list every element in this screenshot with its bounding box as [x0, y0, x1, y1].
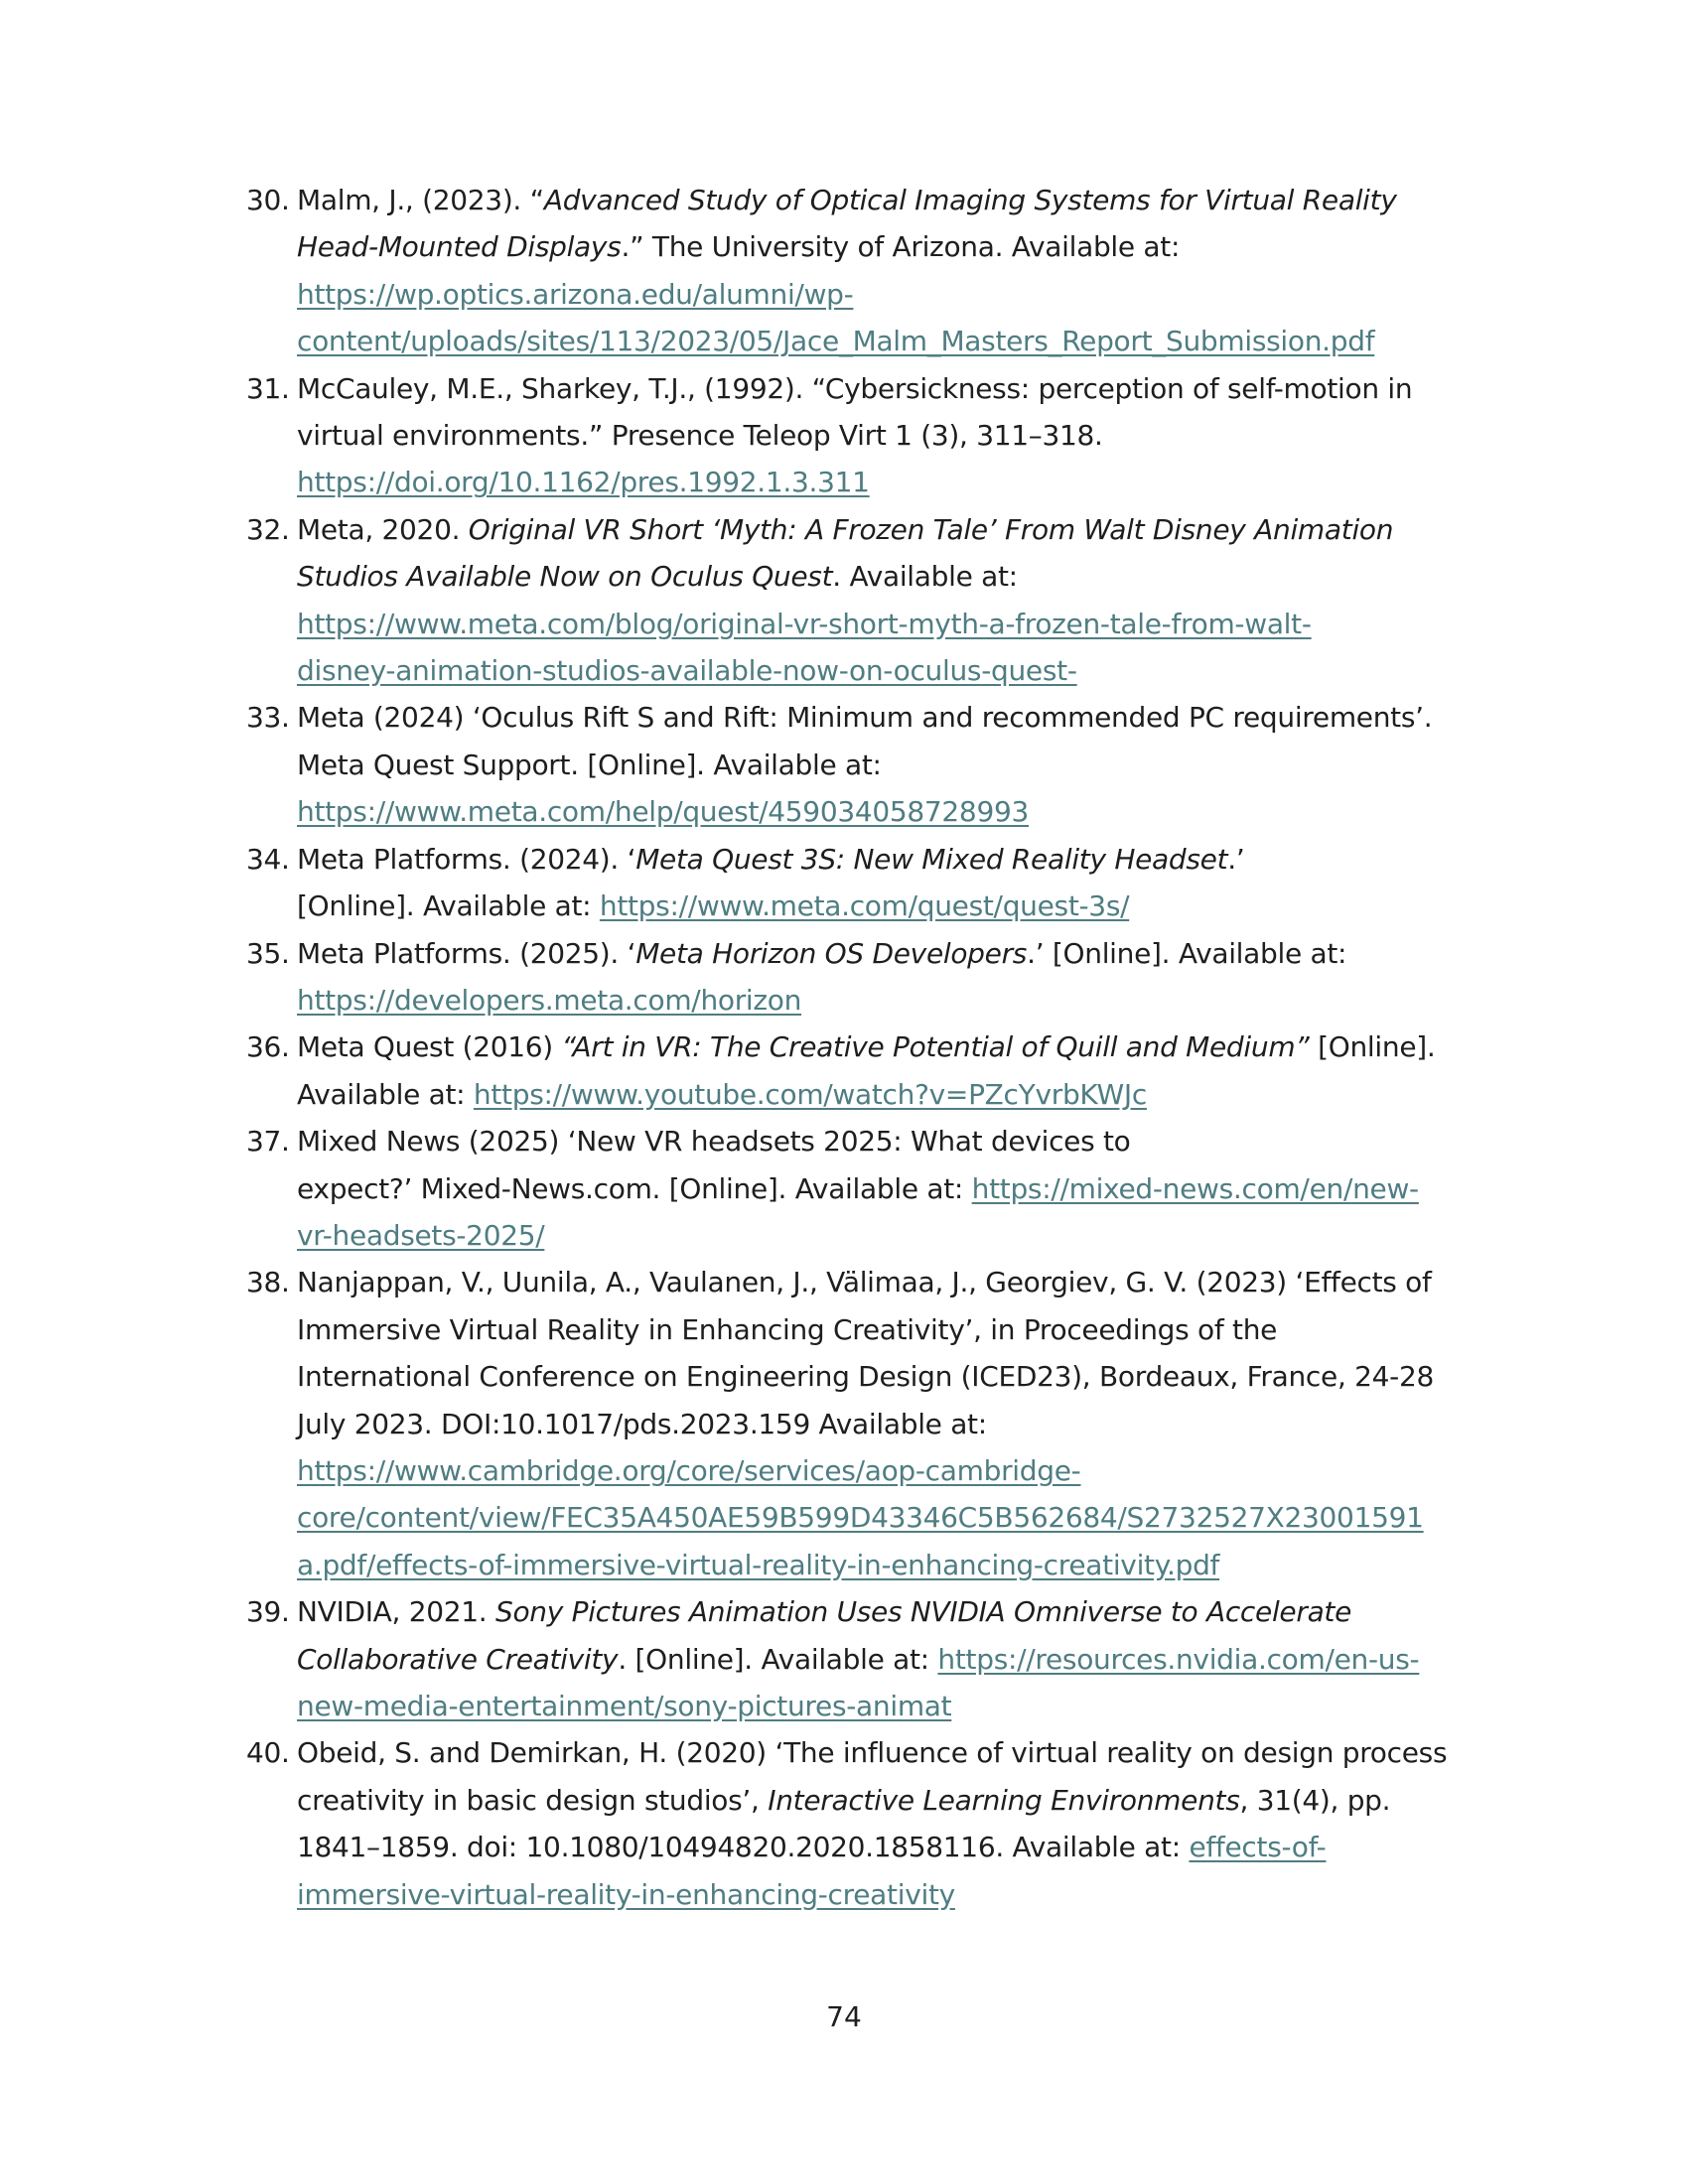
reference-line [297, 1447, 1497, 1494]
reference-link[interactable]: https://mixed-news.com/en/new- [971, 1171, 1419, 1205]
reference-line [297, 553, 1497, 600]
reference-text: Meta Quest (2016) [297, 1030, 562, 1064]
reference-item [246, 1729, 1497, 1918]
reference-text: Mixed News (2025) ‘New VR headsets 2025: What devices to [297, 1125, 1131, 1159]
reference-link[interactable]: a.pdf/effects-of-immersive-virtual-reality-in-enhancing-creativity.pdf [297, 1548, 1220, 1581]
reference-line [297, 1401, 1497, 1447]
reference-text: Nanjappan, V., Uunila, A., Vaulanen, J., Välimaa, J., Georgiev, G. V. (2023) ‘Effects of [297, 1266, 1432, 1299]
reference-line [297, 601, 1497, 647]
reference-number: 31. [246, 371, 290, 405]
reference-line [297, 1542, 1497, 1588]
reference-link[interactable]: effects-of- [1189, 1831, 1327, 1864]
reference-title-italic: Meta Horizon OS Developers [635, 936, 1028, 970]
reference-line [297, 1071, 1497, 1118]
reference-item [246, 1588, 1497, 1729]
reference-number: 32. [246, 512, 290, 546]
reference-number: 38. [246, 1266, 290, 1299]
reference-number: 30. [246, 184, 290, 216]
reference-line [297, 365, 1497, 412]
reference-link[interactable]: vr-headsets-2025/ [297, 1218, 545, 1252]
reference-item [246, 1118, 1497, 1259]
reference-text: Meta Platforms. (2025). ‘ [297, 936, 636, 970]
reference-line [297, 647, 1497, 694]
reference-line [297, 1118, 1497, 1164]
reference-text: Obeid, S. and Demirkan, H. (2020) ‘The influence of virtual reality on design process [297, 1736, 1448, 1770]
reference-item [246, 1259, 1497, 1588]
reference-link[interactable]: https://www.cambridge.org/core/services/aop-cambridge- [297, 1453, 1081, 1487]
reference-line [297, 883, 1497, 929]
reference-text: 1841–1859. doi: 10.1080/10494820.2020.1858116. Available at: [297, 1831, 1190, 1864]
reference-text: .’ [Online]. Available at: [1027, 936, 1347, 970]
reference-title-italic: Interactive Learning Environments [768, 1783, 1240, 1817]
reference-line [297, 930, 1497, 977]
reference-line [297, 1212, 1497, 1259]
reference-text: .” The University of Arizona. Available at: [621, 230, 1181, 264]
reference-link[interactable]: content/uploads/sites/113/2023/05/Jace_Malm_Masters_Report_Submission.pdf [297, 325, 1375, 358]
reference-number: 34. [246, 842, 290, 876]
reference-number: 33. [246, 701, 290, 735]
reference-item [246, 694, 1497, 835]
reference-link[interactable]: immersive-virtual-reality-in-enhancing-creativity [297, 1877, 955, 1911]
reference-number: 37. [246, 1125, 290, 1159]
reference-title-italic: Advanced Study of Optical Imaging Systems for Virtual Reality [543, 184, 1397, 216]
reference-line [297, 223, 1497, 270]
reference-text: [Online]. [1309, 1030, 1436, 1064]
reference-title-italic: Sony Pictures Animation Uses NVIDIA Omniverse to Accelerate [495, 1595, 1352, 1629]
reference-line [297, 1636, 1497, 1683]
reference-text: International Conference on Engineering Design (ICED23), Bordeaux, France, 24-28 [297, 1360, 1435, 1394]
reference-text: McCauley, M.E., Sharkey, T.J., (1992). “Cybersickness: perception of self-motion in [297, 371, 1413, 405]
reference-number: 40. [246, 1736, 290, 1770]
reference-text: Meta, 2020. [297, 512, 469, 546]
reference-link[interactable]: https://www.youtube.com/watch?v=PZcYvrbKWJc [473, 1077, 1147, 1111]
reference-title-italic: Collaborative Creativity [297, 1642, 619, 1676]
reference-text: , 31(4), pp. [1239, 1783, 1391, 1817]
reference-line [297, 1165, 1497, 1212]
reference-text: Meta Quest Support. [Online]. Available at: [297, 748, 882, 781]
reference-item [246, 930, 1497, 1024]
reference-link[interactable]: https://www.meta.com/blog/original-vr-short-myth-a-frozen-tale-from-walt- [297, 607, 1312, 640]
reference-text: .’ [1227, 842, 1245, 876]
reference-line [297, 1683, 1497, 1729]
reference-text: Malm, J., (2023). “ [297, 184, 544, 216]
reference-line [297, 788, 1497, 835]
reference-line [297, 1306, 1497, 1353]
reference-link[interactable]: https://developers.meta.com/horizon [297, 983, 802, 1017]
reference-line [297, 977, 1497, 1024]
reference-line [297, 694, 1497, 741]
reference-line [297, 1777, 1497, 1824]
reference-text: . Available at: [832, 560, 1018, 594]
reference-link[interactable]: https://www.meta.com/quest/quest-3s/ [599, 889, 1130, 923]
reference-title-italic: Studios Available Now on Oculus Quest [297, 560, 833, 594]
reference-text: Immersive Virtual Reality in Enhancing Creativity’, in Proceedings of the [297, 1312, 1278, 1346]
reference-link[interactable]: core/content/view/FEC35A450AE59B599D43346C5B562684/S2732527X23001591 [297, 1501, 1424, 1535]
reference-link[interactable]: https://wp.optics.arizona.edu/alumni/wp- [297, 277, 854, 311]
reference-line [297, 506, 1497, 553]
reference-line [297, 836, 1497, 883]
reference-text: creativity in basic design studios’, [297, 1783, 769, 1817]
reference-line [297, 1588, 1497, 1635]
reference-number: 36. [246, 1030, 290, 1064]
reference-number: 39. [246, 1595, 290, 1629]
reference-line [297, 1024, 1497, 1070]
reference-line [297, 459, 1497, 505]
reference-text: . [Online]. Available at: [618, 1642, 938, 1676]
reference-line [297, 1259, 1497, 1305]
reference-text: Meta (2024) ‘Oculus Rift S and Rift: Minimum and recommended PC requirements’. [297, 701, 1433, 735]
reference-text: Meta Platforms. (2024). ‘ [297, 842, 636, 876]
reference-link[interactable]: disney-animation-studios-available-now-on-oculus-quest- [297, 654, 1077, 688]
reference-item [246, 836, 1497, 930]
reference-line [297, 318, 1497, 364]
reference-text: expect?’ Mixed-News.com. [Online]. Available at: [297, 1171, 972, 1205]
reference-item [246, 365, 1497, 506]
reference-title-italic: Meta Quest 3S: New Mixed Reality Headset [635, 842, 1228, 876]
reference-line [297, 412, 1497, 459]
page-number: 74 [826, 2000, 862, 2033]
reference-line [297, 1353, 1497, 1400]
reference-text: virtual environments.” Presence Teleop Virt 1 (3), 311–318. [297, 419, 1103, 453]
reference-line [297, 1871, 1497, 1918]
reference-text: [Online]. Available at: [297, 889, 600, 923]
reference-item [246, 506, 1497, 695]
reference-line [297, 1494, 1497, 1541]
reference-link[interactable]: new-media-entertainment/sony-pictures-animat [297, 1690, 952, 1722]
reference-text: July 2023. DOI:10.1017/pds.2023.159 Available at: [297, 1407, 987, 1440]
reference-line [297, 742, 1497, 788]
reference-title-italic: Head-Mounted Displays [297, 230, 622, 264]
reference-title-italic: Original VR Short ‘Myth: A Frozen Tale’ From Walt Disney Animation [468, 512, 1394, 546]
reference-text: NVIDIA, 2021. [297, 1595, 495, 1629]
reference-text: Available at: [297, 1077, 474, 1111]
reference-item [246, 177, 1497, 365]
reference-list [246, 177, 1497, 1918]
reference-line [297, 1729, 1497, 1776]
reference-link[interactable]: https://resources.nvidia.com/en-us- [937, 1642, 1420, 1676]
reference-link[interactable]: https://doi.org/10.1162/pres.1992.1.3.311 [297, 466, 870, 499]
reference-link[interactable]: https://www.meta.com/help/quest/459034058728993 [297, 795, 1029, 829]
reference-line [297, 177, 1497, 223]
reference-item [246, 1024, 1497, 1118]
reference-title-italic: “Art in VR: The Creative Potential of Quill and Medium” [561, 1030, 1310, 1064]
reference-number: 35. [246, 936, 290, 970]
reference-line [297, 271, 1497, 318]
reference-line [297, 1824, 1497, 1870]
